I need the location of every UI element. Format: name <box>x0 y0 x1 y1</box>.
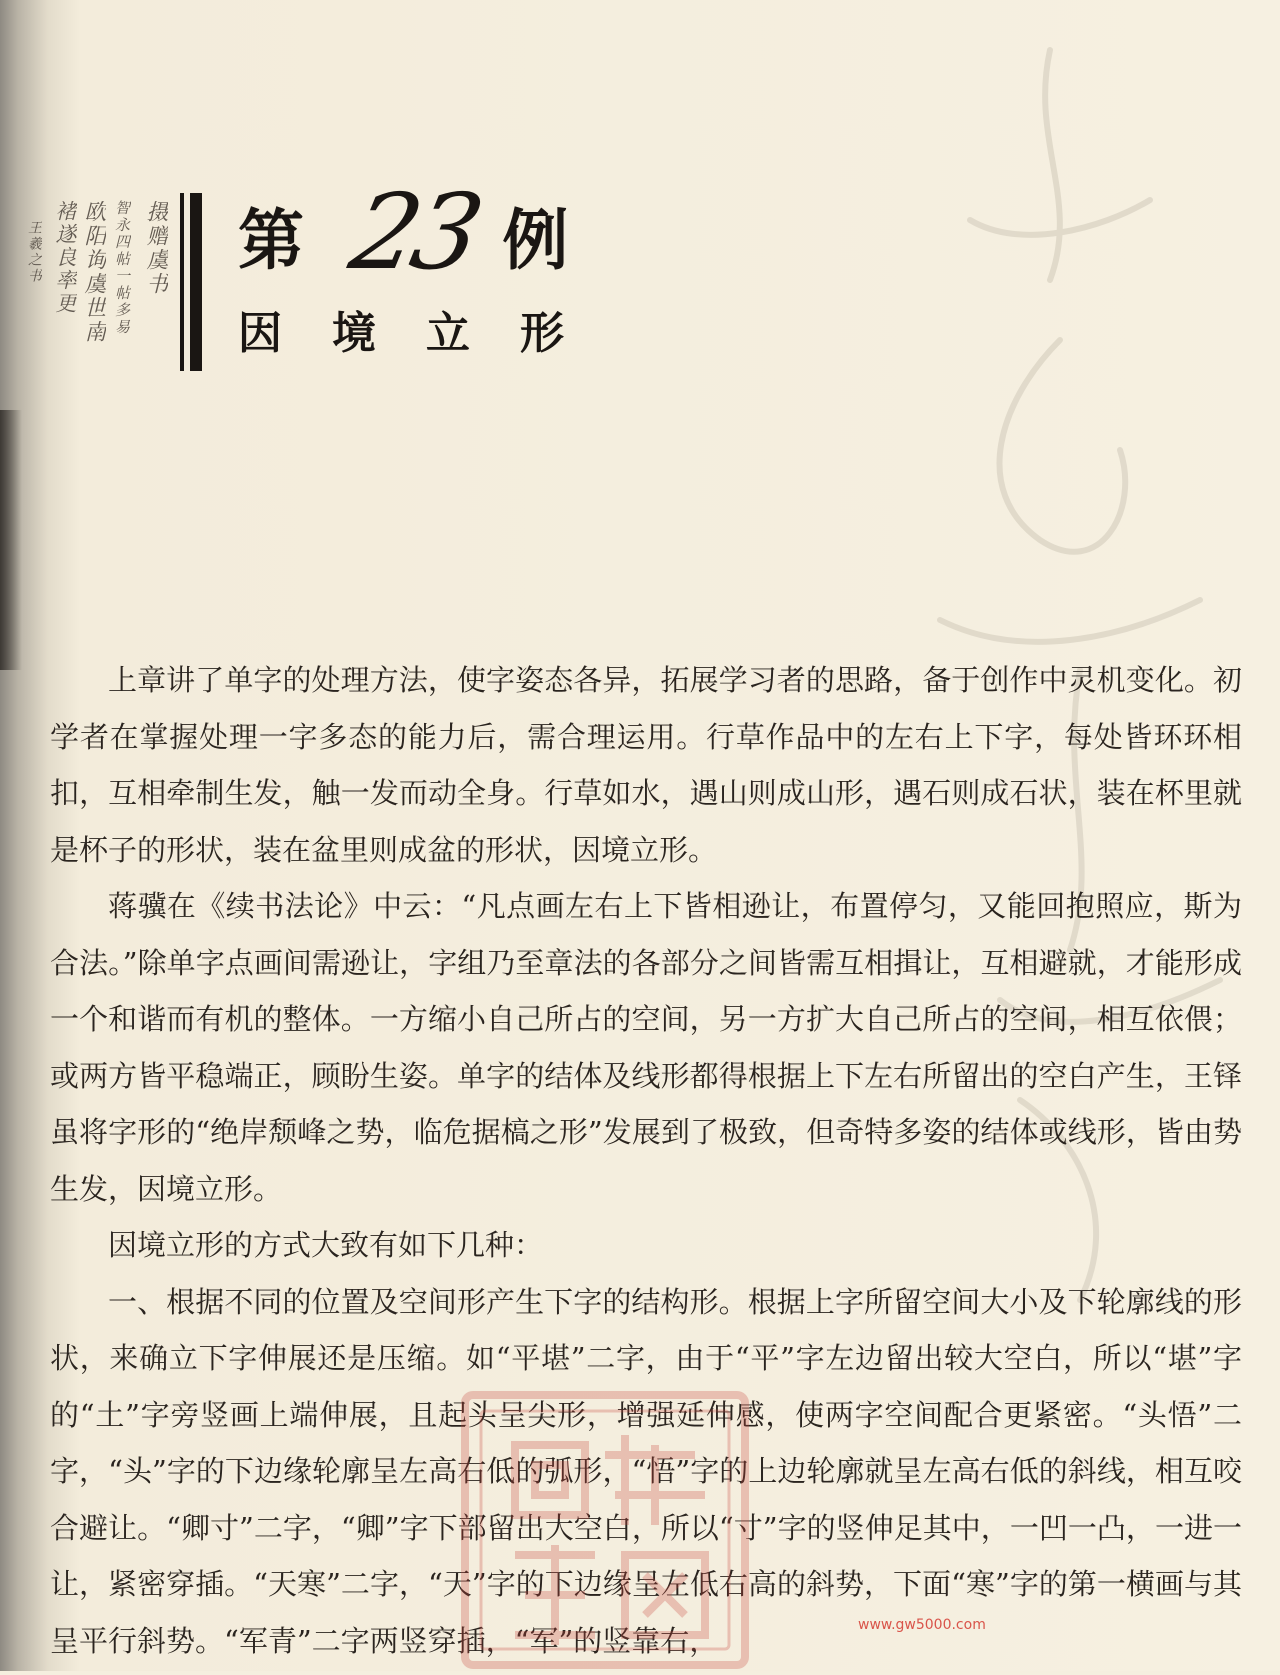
title-decoration-bars <box>180 193 204 371</box>
seal-stamp <box>455 1385 755 1675</box>
body-paragraph: 蒋骥在《续书法论》中云：“凡点画左右上下皆相逊让，布置停匀，又能回抱照应，斯为合法。”除单字点画间需逊让，字组乃至章法的各部分之间皆需互相揖让，互相避就，才能形成一个和谐而有机的整体。一方缩小自己所占的空间，另一方扩大自己所占的空间，相互依偎；或两方皆平稳端正，顾盼生姿。单字的结体及线形都得根据上下左右所留出的空白产生，王铎虽将字形的“绝岸颓峰之势，临危据槁之形”发展到了极致，但奇特多姿的结体或线形，皆由势生发，因境立形。 <box>50 889 1242 1206</box>
chapter-subtitle: 因境立形 <box>238 308 614 359</box>
title-bar-thin <box>180 193 184 371</box>
inscription-column: 智永四帖一帖多易 <box>113 200 131 336</box>
chapter-prefix: 第 <box>238 201 304 279</box>
chapter-number: 23 <box>341 171 488 293</box>
watermark-text: www.gw5000.com <box>858 1617 986 1633</box>
inscription-column: 褚遂良率更 <box>53 200 77 315</box>
chapter-heading <box>238 171 569 293</box>
chapter-suffix: 例 <box>502 201 569 279</box>
inscription-column: 摄赠虞书 <box>143 200 168 296</box>
binding-shadow <box>0 410 22 670</box>
calligraphy-inscription <box>20 200 168 380</box>
inscription-column: 王羲之书 <box>26 220 42 284</box>
body-paragraph: 上章讲了单字的处理方法，使字姿态各异，拓展学习者的思路，备于创作中灵机变化。初学者在掌握处理一字多态的能力后，需合理运用。行草作品中的左右上下字，每处皆环环相扣，互相牵制生发，触一发而动全身。行草如水，遇山则成山形，遇石则成石状，装在杯里就是杯子的形状，装在盆里则成盆的形状，因境立形。 <box>50 663 1242 867</box>
body-paragraph: 一、根据不同的位置及空间形产生下字的结构形。根据上字所留空间大小及下轮廓线的形状，来确立下字伸展还是压缩。如“平堪”二字，由于“平”字左边留出较大空白，所以“堪”字的“土”字旁竖画上端伸展，且起头呈尖形，增强延伸感，使两字空间配合更紧密。“头悟”二字，“头”字的下边缘轮廓呈左高右低的弧形，“悟”字的上边轮廓就呈左高右低的斜线，相互咬合避让。“卿寸”二字，“卿”字下部留出大空白，所以“寸”字的竖伸足其中，一凹一凸，一进一让，紧密穿插。“天寒”二字，“天”字的下边缘呈左低右高的斜势，下面“寒”字的第一横画与其呈平行斜势。“军青”二字两竖穿插，“军”的竖靠右， <box>50 1284 1242 1658</box>
body-paragraph: 因境立形的方式大致有如下几种： <box>108 1228 544 1262</box>
inscription-column: 欧阳询虞世南 <box>81 200 106 344</box>
title-bar-thick <box>190 193 202 371</box>
